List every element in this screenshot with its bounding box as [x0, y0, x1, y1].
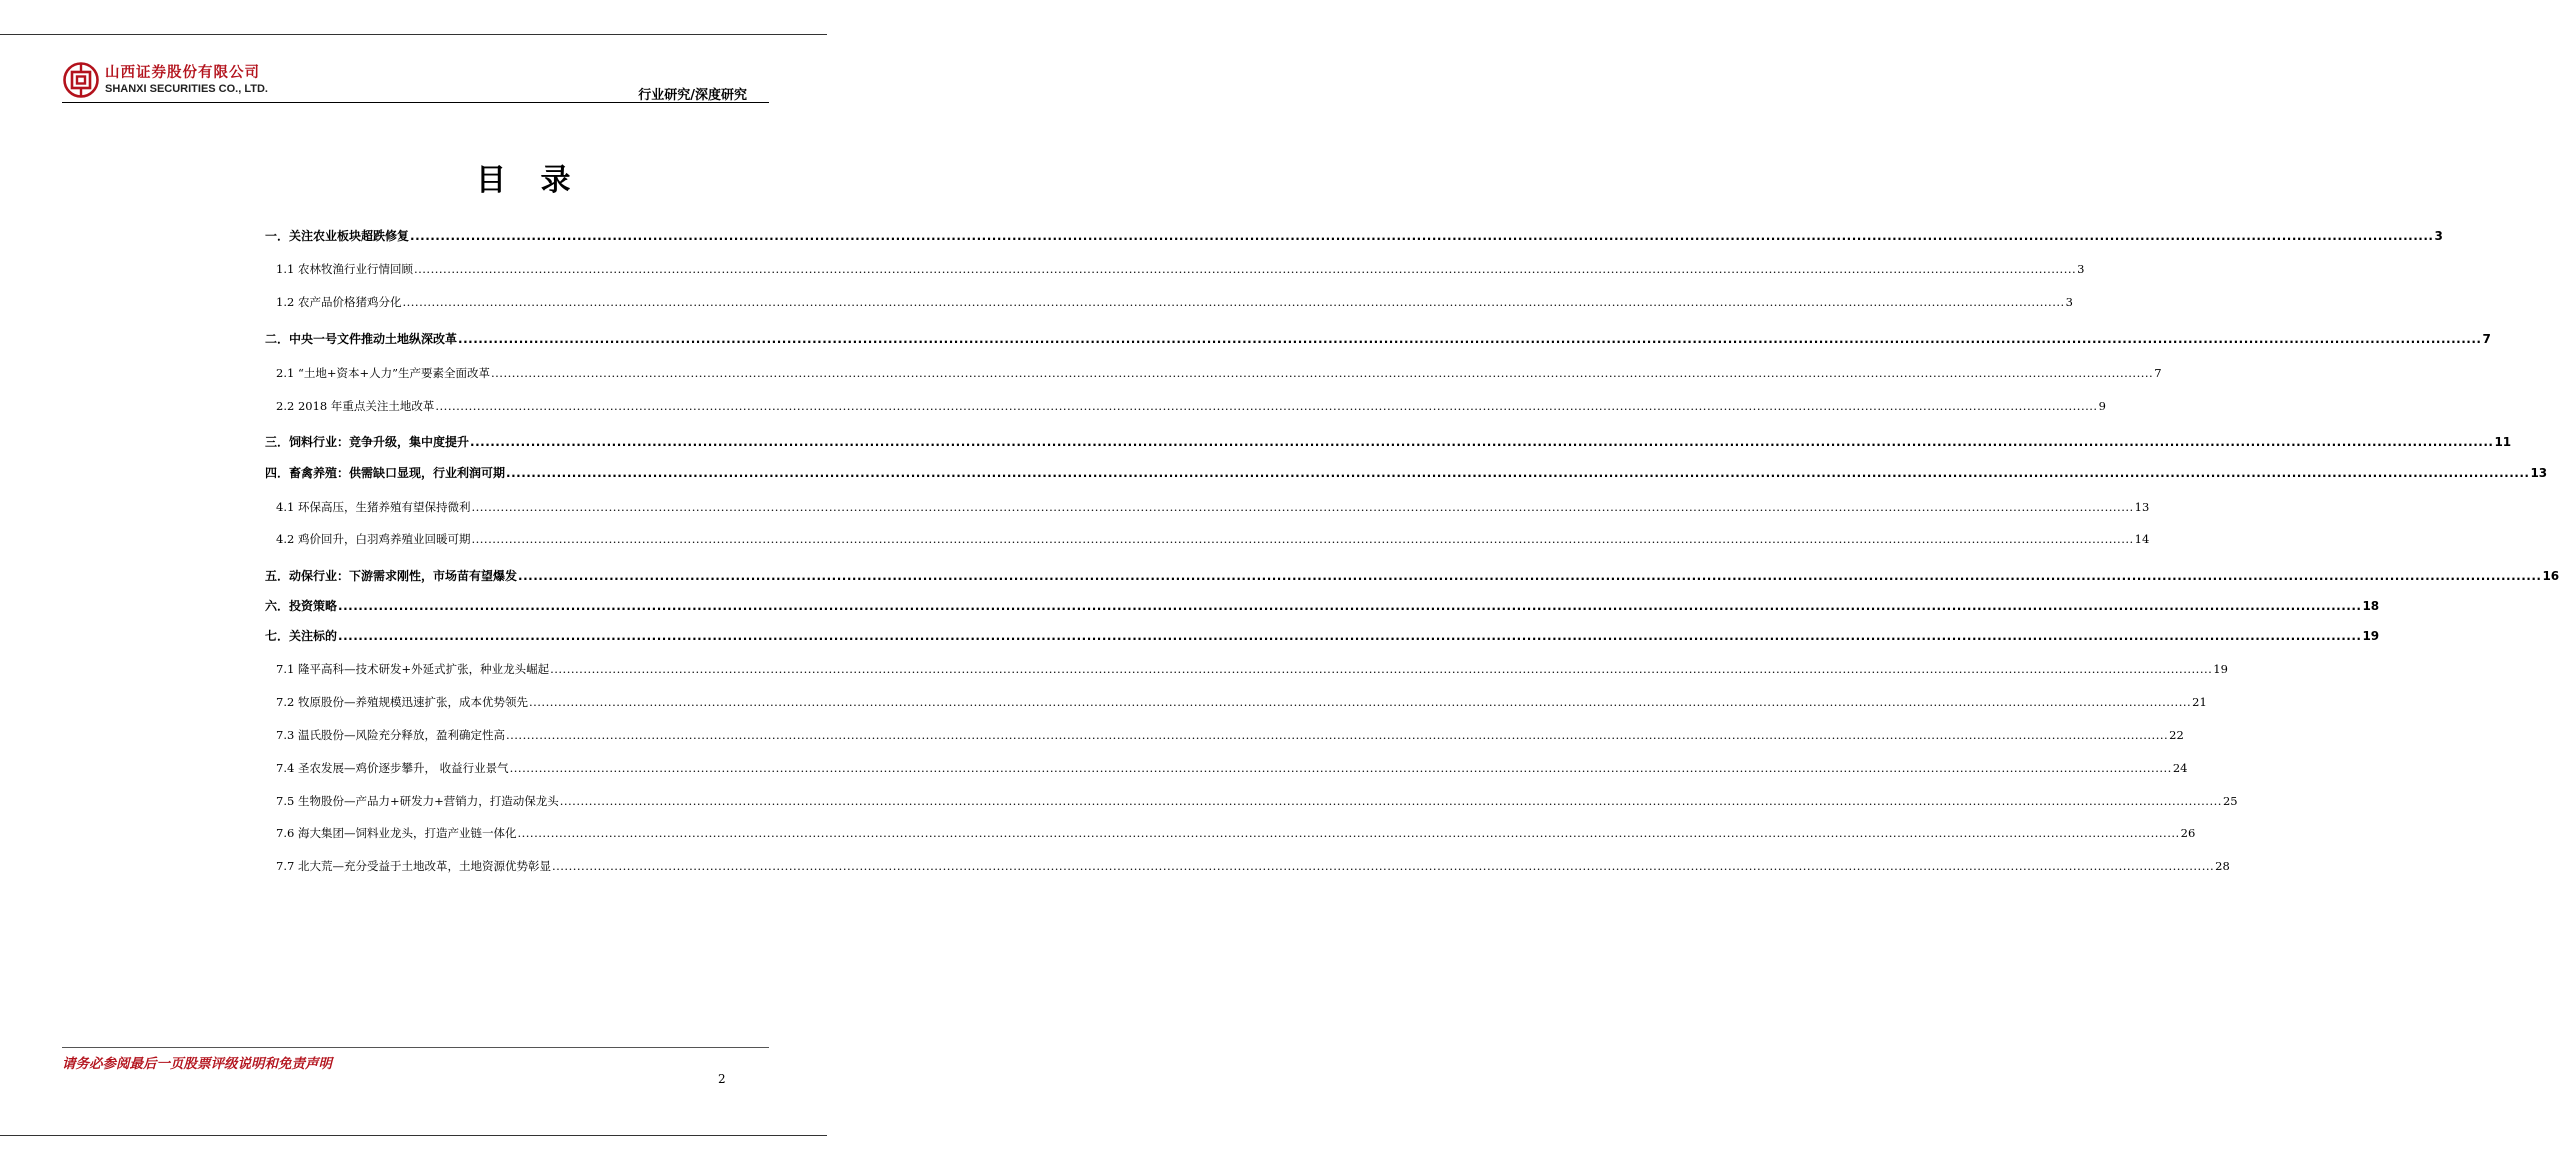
footer-rule — [62, 1047, 769, 1048]
toc-dot-leader: ................................................................................................................................................................................................................................................................................................................................................................................................................ — [471, 500, 2134, 514]
toc-entry-title: 四．畜禽养殖：供需缺口显现，行业利润可期 — [265, 466, 506, 480]
toc-entry-title: 7.5 生物股份—产品力+研发力+营销力，打造动保龙头 — [276, 794, 559, 808]
toc-dot-leader: ................................................................................................................................................................................................................................................................................................................................................................................................................ — [413, 262, 2077, 276]
toc-entry-subsection[interactable] — [276, 694, 2207, 714]
toc-title: 目 录 — [476, 163, 583, 198]
toc-entry-section[interactable] — [265, 627, 2380, 647]
toc-entry-subsection[interactable] — [276, 825, 2196, 845]
header-rule — [62, 102, 769, 103]
company-name-en: SHANXI SECURITIES CO., LTD. — [105, 83, 268, 95]
shanxi-securities-logo-icon — [63, 62, 99, 98]
toc-entry-page: 21 — [2192, 695, 2207, 709]
toc-dot-leader: ................................................................................................................................................................................................................................................................................................................................................................................................................ — [410, 229, 2434, 243]
toc-entry-page: 3 — [2434, 229, 2443, 243]
toc-entry-section[interactable] — [265, 433, 2512, 453]
toc-entry-title: 二．中央一号文件推动土地纵深改革 — [265, 332, 458, 346]
toc-entry-subsection[interactable] — [276, 398, 2106, 418]
toc-entry-subsection[interactable] — [276, 858, 2230, 878]
toc-dot-leader: ................................................................................................................................................................................................................................................................................................................................................................................................................ — [338, 599, 2362, 613]
toc-entry-page: 3 — [2077, 262, 2085, 276]
toc-entry-title: 4.1 环保高压，生猪养殖有望保持微利 — [276, 500, 471, 514]
toc-entry-title: 7.1 隆平高科—技术研发+外延式扩张，种业龙头崛起 — [276, 662, 550, 676]
toc-dot-leader: ................................................................................................................................................................................................................................................................................................................................................................................................................ — [470, 435, 2494, 449]
toc-entry-title: 六．投资策略 — [265, 599, 338, 613]
toc-entry-title: 7.7 北大荒—充分受益于土地改革，土地资源优势彰显 — [276, 859, 551, 873]
toc-entry-page: 16 — [2542, 569, 2559, 583]
toc-entry-page: 7 — [2482, 332, 2491, 346]
toc-entry-page: 24 — [2172, 761, 2188, 775]
toc-dot-leader: ................................................................................................................................................................................................................................................................................................................................................................................................................ — [338, 629, 2362, 643]
toc-entry-subsection[interactable] — [276, 760, 2188, 780]
toc-dot-leader: ................................................................................................................................................................................................................................................................................................................................................................................................................ — [471, 532, 2134, 546]
toc-entry-title: 三．饲料行业：竞争升级，集中度提升 — [265, 435, 470, 449]
toc-entry-section[interactable] — [265, 227, 2443, 247]
toc-entry-page: 28 — [2215, 859, 2230, 873]
toc-dot-leader: ................................................................................................................................................................................................................................................................................................................................................................................................................ — [551, 859, 2215, 873]
toc-entry-section[interactable] — [265, 567, 2559, 587]
toc-dot-leader: ................................................................................................................................................................................................................................................................................................................................................................................................................ — [518, 569, 2542, 583]
toc-entry-subsection[interactable] — [276, 531, 2150, 551]
toc-entry-section[interactable] — [265, 597, 2380, 617]
toc-entry-subsection[interactable] — [276, 727, 2184, 747]
company-name — [105, 64, 268, 96]
toc-dot-leader: ................................................................................................................................................................................................................................................................................................................................................................................................................ — [490, 366, 2154, 380]
toc-dot-leader: ................................................................................................................................................................................................................................................................................................................................................................................................................ — [509, 761, 2172, 775]
company-name-cn: 山西证券股份有限公司 — [105, 65, 260, 81]
toc-entry-page: 26 — [2180, 826, 2196, 840]
toc-entry-page: 3 — [2065, 295, 2073, 309]
toc-entry-page: 22 — [2169, 728, 2184, 742]
toc-dot-leader: ................................................................................................................................................................................................................................................................................................................................................................................................................ — [528, 695, 2192, 709]
toc-entry-subsection[interactable] — [276, 365, 2162, 385]
toc-entry-title: 七．关注标的 — [265, 629, 338, 643]
document-type: 行业研究/深度研究 — [638, 88, 747, 103]
page-number: 2 — [718, 1072, 726, 1086]
toc-entry-section[interactable] — [265, 330, 2491, 350]
toc-entry-title: 一．关注农业板块超跌修复 — [265, 229, 410, 243]
toc-dot-leader: ................................................................................................................................................................................................................................................................................................................................................................................................................ — [402, 295, 2065, 309]
toc-entry-title: 7.3 温氏股份—风险充分释放，盈利确定性高 — [276, 728, 505, 742]
toc-entry-page: 25 — [2222, 794, 2238, 808]
toc-entry-page: 13 — [2530, 466, 2548, 480]
toc-dot-leader: ................................................................................................................................................................................................................................................................................................................................................................................................................ — [559, 794, 2222, 808]
toc-dot-leader: ................................................................................................................................................................................................................................................................................................................................................................................................................ — [517, 826, 2180, 840]
disclaimer-text: 请务必参阅最后一页股票评级说明和免责声明 — [62, 1056, 332, 1072]
toc-entry-subsection[interactable] — [276, 793, 2238, 813]
toc-dot-leader: ................................................................................................................................................................................................................................................................................................................................................................................................................ — [505, 728, 2169, 742]
toc-entry-title: 1.2 农产品价格猪鸡分化 — [276, 295, 402, 309]
toc-entry-page: 19 — [2213, 662, 2228, 676]
toc-entry-page: 14 — [2134, 532, 2150, 546]
toc-entry-page: 11 — [2494, 435, 2512, 449]
toc-entry-subsection[interactable] — [276, 499, 2150, 519]
toc-dot-leader: ................................................................................................................................................................................................................................................................................................................................................................................................................ — [506, 466, 2530, 480]
top-page-rule — [0, 34, 827, 35]
toc-entry-title: 4.2 鸡价回升，白羽鸡养殖业回暖可期 — [276, 532, 471, 546]
toc-entry-title: 五．动保行业：下游需求刚性，市场苗有望爆发 — [265, 569, 518, 583]
toc-entry-title: 1.1 农林牧渔行业行情回顾 — [276, 262, 413, 276]
toc-entry-page: 7 — [2154, 366, 2162, 380]
toc-entry-section[interactable] — [265, 464, 2548, 484]
toc-entry-page: 9 — [2098, 399, 2106, 413]
bottom-page-rule — [0, 1135, 827, 1136]
toc-entry-page: 13 — [2134, 500, 2150, 514]
toc-entry-title: 2.1 “土地+资本+人力”生产要素全面改革 — [276, 366, 490, 380]
toc-dot-leader: ................................................................................................................................................................................................................................................................................................................................................................................................................ — [458, 332, 2482, 346]
toc-entry-title: 7.2 牧原股份—养殖规模迅速扩张，成本优势领先 — [276, 695, 528, 709]
toc-entry-subsection[interactable] — [276, 661, 2228, 681]
toc-entry-title: 7.4 圣农发展—鸡价逐步攀升， 收益行业景气 — [276, 761, 509, 775]
toc-entry-subsection[interactable] — [276, 294, 2073, 314]
toc-entry-title: 7.6 海大集团—饲料业龙头，打造产业链一体化 — [276, 826, 517, 840]
toc-entry-page: 19 — [2362, 629, 2380, 643]
toc-dot-leader: ................................................................................................................................................................................................................................................................................................................................................................................................................ — [435, 399, 2098, 413]
toc-entry-subsection[interactable] — [276, 261, 2085, 281]
toc-dot-leader: ................................................................................................................................................................................................................................................................................................................................................................................................................ — [550, 662, 2213, 676]
toc-entry-page: 18 — [2362, 599, 2380, 613]
toc-entry-title: 2.2 2018 年重点关注土地改革 — [276, 399, 435, 413]
